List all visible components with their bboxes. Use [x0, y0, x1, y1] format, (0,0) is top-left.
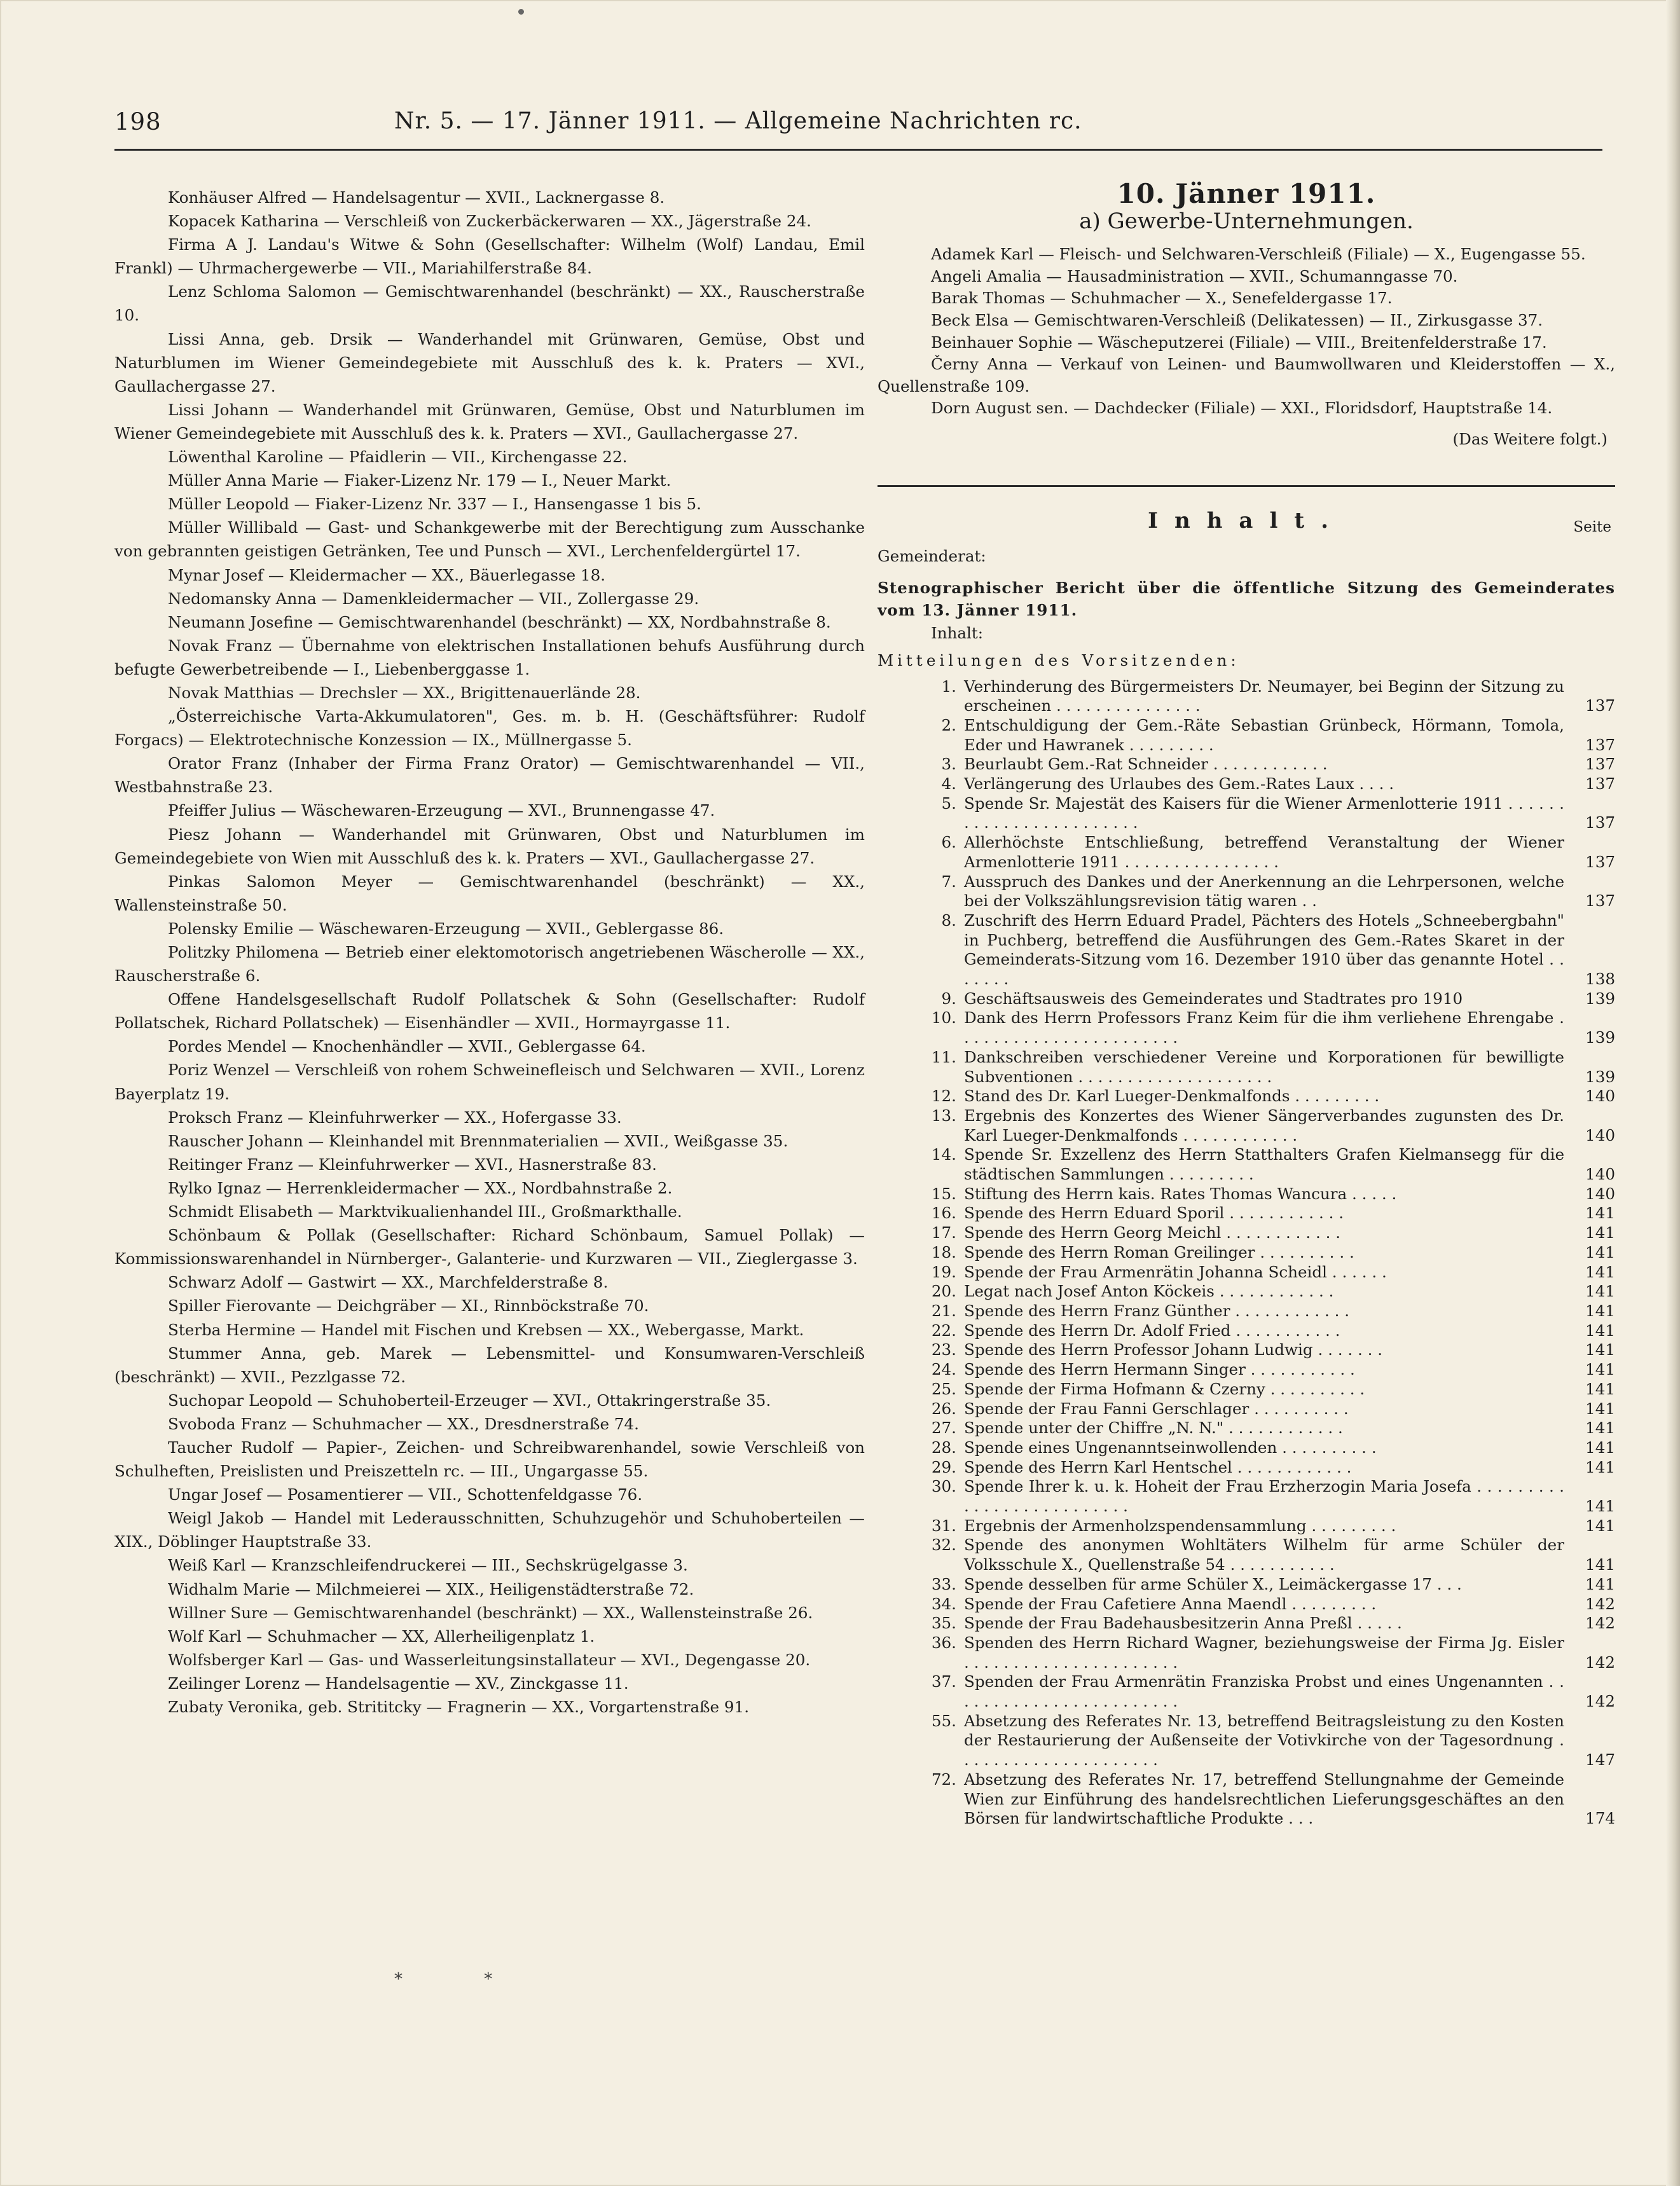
toc-text: Verhinderung des Bürgermeisters Dr. Neumayer, bei Beginn der Sitzung zu erscheinen . . . . . . . . . . . . . . . — [964, 677, 1564, 715]
toc-page: 140 — [1585, 1184, 1615, 1203]
toc-number: 19. — [931, 1262, 956, 1281]
toc-text: Spende der Frau Cafetiere Anna Maendl . . . . . . . . . — [964, 1594, 1377, 1613]
list-item: Offene Handelsgesellschaft Rudolf Pollatschek & Sohn (Gesellschafter: Rudolf Pollatschek, Richard Pollatschek) — Eisenhändler — XVII., Hormayrgasse 11. — [114, 990, 865, 1033]
toc-page: 142 — [1585, 1614, 1615, 1633]
right-column — [878, 172, 1615, 2079]
toc-number: 32. — [931, 1536, 956, 1555]
toc-text: Spende des Herrn Franz Günther . . . . . . . . . . . . — [964, 1302, 1350, 1320]
page-edge — [1666, 0, 1680, 2186]
table-of-contents — [878, 677, 1615, 1829]
list-item: Suchopar Leopold — Schuhoberteil-Erzeuger — XVI., Ottakringerstraße 35. — [168, 1391, 771, 1410]
toc-text: Spende des Herrn Georg Meichl . . . . . . . . . . . . — [964, 1223, 1341, 1242]
date-heading: 10. Jänner 1911. — [1117, 178, 1376, 209]
toc-page: 137 — [1585, 891, 1615, 911]
toc-text: Spende des Herrn Hermann Singer . . . . . . . . . . . — [964, 1360, 1355, 1379]
toc-page: 141 — [1585, 1302, 1615, 1320]
toc-number: 72. — [931, 1770, 956, 1789]
toc-number: 23. — [931, 1340, 956, 1359]
toc-number: 10. — [931, 1008, 956, 1028]
toc-number: 22. — [931, 1321, 956, 1340]
toc-number: 26. — [931, 1399, 956, 1418]
toc-text: Ergebnis der Armenholzspendensammlung . . . . . . . . . — [964, 1516, 1396, 1535]
toc-number: 36. — [931, 1633, 956, 1652]
list-item: Mynar Josef — Kleidermacher — XX., Bäuerlegasse 18. — [168, 565, 606, 584]
list-item: Wolfsberger Karl — Gas- und Wasserleitungsinstallateur — XVI., Degengasse 20. — [168, 1650, 811, 1669]
list-item: Lissi Johann — Wanderhandel mit Grünwaren, Gemüse, Obst und Naturblumen im Wiener Gemeindegebiete mit Ausschluß des k. k. Praters — XVI., Gaullachergasse 27. — [114, 400, 865, 443]
toc-page: 141 — [1585, 1457, 1615, 1476]
toc-page: 141 — [1585, 1360, 1615, 1379]
list-item: Zeilinger Lorenz — Handelsagentie — XV., Zinckgasse 11. — [168, 1674, 629, 1693]
inhalt-label: Inhalt: — [931, 624, 984, 643]
toc-row — [878, 1380, 1615, 1399]
toc-page: 141 — [1585, 1204, 1615, 1223]
toc-text: Zuschrift des Herrn Eduard Pradel, Pächters des Hotels „Schneebergbahn" in Puchberg, betreffend die Ausführungen des Gem.-Rates Skaret in der Gemeinderats-Sitzung vom 16. Dezember 1910 über das genannte Hotel . . . . . . . — [964, 911, 1564, 989]
toc-number: 8. — [941, 911, 956, 930]
toc-text: Beurlaubt Gem.-Rat Schneider . . . . . . . . . . . . — [964, 755, 1328, 774]
list-item: Orator Franz (Inhaber der Firma Franz Orator) — Gemischtwarenhandel — VII., Westbahnstraße 23. — [114, 754, 865, 797]
list-item: Stummer Anna, geb. Marek — Lebensmittel- und Konsumwaren-Verschleiß (beschränkt) — XVII., Pezzlgasse 72. — [114, 1344, 865, 1386]
list-item: Weiß Karl — Kranzschleifendruckerei — III., Sechskrügelgasse 3. — [168, 1556, 688, 1575]
toc-row — [878, 1516, 1615, 1536]
toc-text: Spende der Frau Fanni Gerschlager . . . . . . . . . . — [964, 1399, 1349, 1418]
list-item: Beck Elsa — Gemischtwaren-Verschleiß (Delikatessen) — II., Zirkusgasse 37. — [931, 310, 1543, 329]
list-item: Rauscher Johann — Kleinhandel mit Brennmaterialien — XVII., Weißgasse 35. — [168, 1131, 788, 1150]
toc-number: 7. — [941, 872, 956, 891]
toc-text: Spende desselben für arme Schüler X., Leimäckergasse 17 . . . — [964, 1574, 1462, 1593]
contents-title: Inhalt. — [1148, 507, 1345, 533]
list-item: Svoboda Franz — Schuhmacher — XX., Dresdnerstraße 74. — [168, 1414, 639, 1433]
toc-page: 140 — [1585, 1087, 1615, 1106]
toc-text: Dank des Herrn Professors Franz Keim für die ihm verliehene Ehrengabe . . . . . . . . . . . . . . . . . . . . . . . — [964, 1008, 1564, 1047]
toc-text: Spende der Firma Hofmann & Czerny . . . . . . . . . . — [964, 1379, 1365, 1398]
toc-number: 31. — [931, 1516, 956, 1535]
list-item: Pfeiffer Julius — Wäschewaren-Erzeugung — XVI., Brunnengasse 47. — [168, 801, 715, 820]
toc-number: 21. — [931, 1302, 956, 1320]
list-item: Schwarz Adolf — Gastwirt — XX., Marchfelderstraße 8. — [168, 1273, 609, 1292]
toc-row — [878, 774, 1615, 794]
list-item: Firma A J. Landau's Witwe & Sohn (Gesellschafter: Wilhelm (Wolf) Landau, Emil Frankl) — Uhrmachergewerbe — VII., Mariahilferstraße 84. — [114, 235, 865, 278]
toc-page: 141 — [1585, 1399, 1615, 1418]
list-item: Konhäuser Alfred — Handelsagentur — XVII., Lacknergasse 8. — [168, 188, 665, 207]
toc-row — [878, 1458, 1615, 1478]
list-item: Černy Anna — Verkauf von Leinen- und Baumwollwaren und Kleiderstoffen — X., Quellenstraße 109. — [878, 355, 1615, 395]
toc-text: Ergebnis des Konzertes des Wiener Sängerverbandes zugunsten des Dr. Karl Lueger-Denkmalfonds . . . . . . . . . . . . — [964, 1106, 1564, 1145]
business-list — [878, 244, 1615, 420]
list-item: Polensky Emilie — Wäschewaren-Erzeugung — XVII., Geblergasse 86. — [168, 919, 724, 938]
toc-page: 141 — [1585, 1574, 1615, 1593]
list-item: Kopacek Katharina — Verschleiß von Zuckerbäckerwaren — XX., Jägerstraße 24. — [168, 212, 811, 231]
toc-row — [878, 833, 1615, 872]
toc-number: 1. — [941, 677, 956, 696]
toc-page: 139 — [1585, 1067, 1615, 1086]
toc-page: 141 — [1585, 1497, 1615, 1516]
toc-page: 137 — [1585, 755, 1615, 774]
page-header — [114, 95, 1602, 159]
list-item: „Österreichische Varta-Akkumulatoren", Ges. m. b. H. (Geschäftsführer: Rudolf Forgacs) — Elektrotechnische Konzession — IX., Müllnergasse 5. — [114, 707, 865, 750]
toc-number: 18. — [931, 1242, 956, 1261]
list-item: Widhalm Marie — Milchmeierei — XIX., Heiligenstädterstraße 72. — [168, 1579, 694, 1598]
toc-page: 137 — [1585, 774, 1615, 794]
toc-text: Verlängerung des Urlaubes des Gem.-Rates Laux . . . . — [964, 774, 1394, 794]
toc-row — [878, 1438, 1615, 1458]
toc-number: 20. — [931, 1282, 956, 1301]
list-item: Novak Franz — Übernahme von elektrischen Installationen behufs Ausführung durch befugte Gewerbetreibende — I., Liebenberggasse 1. — [114, 636, 865, 678]
toc-row — [878, 1633, 1615, 1672]
toc-page: 141 — [1585, 1321, 1615, 1340]
toc-number: 4. — [941, 774, 956, 794]
list-item: Dorn August sen. — Dachdecker (Filiale) — XXI., Floridsdorf, Hauptstraße 14. — [931, 399, 1553, 418]
toc-number: 33. — [931, 1574, 956, 1593]
toc-page: 141 — [1585, 1340, 1615, 1359]
contents-header — [878, 507, 1615, 548]
toc-number: 12. — [931, 1087, 956, 1106]
toc-page: 139 — [1585, 989, 1615, 1008]
page-column-label: Seite — [1573, 518, 1611, 535]
toc-page: 139 — [1585, 1028, 1615, 1047]
toc-page: 141 — [1585, 1438, 1615, 1457]
list-item: Neumann Josefine — Gemischtwarenhandel (beschränkt) — XX, Nordbahnstraße 8. — [168, 612, 831, 631]
list-item: Adamek Karl — Fleisch- und Selchwaren-Verschleiß (Filiale) — X., Eugengasse 55. — [931, 245, 1586, 264]
toc-text: Spende des anonymen Wohltäters Wilhelm für arme Schüler der Volksschule X., Quellenstraße 54 . . . . . . . . . . . — [964, 1536, 1564, 1574]
list-item: Piesz Johann — Wanderhandel mit Grünwaren, Obst und Naturblumen im Gemeindegebiete von Wien mit Ausschluß des k. k. Praters — XVI., Gaullachergasse 27. — [114, 825, 865, 867]
list-item: Rylko Ignaz — Herrenkleidermacher — XX., Nordbahnstraße 2. — [168, 1178, 673, 1197]
report-title: Stenographischer Bericht über die öffentliche Sitzung des Gemeinderates vom 13. Jänner 1911. — [878, 579, 1615, 619]
toc-row — [878, 1321, 1615, 1341]
toc-number: 27. — [931, 1419, 956, 1438]
council-label: Gemeinderat: — [878, 546, 986, 565]
list-item: Barak Thomas — Schuhmacher — X., Senefeldergasse 17. — [931, 289, 1393, 308]
toc-row — [878, 1419, 1615, 1438]
toc-page: 138 — [1585, 970, 1615, 989]
toc-row — [878, 1106, 1615, 1145]
section-subheading: a) Gewerbe-Unternehmungen. — [1079, 208, 1414, 234]
list-item: Politzky Philomena — Betrieb einer elektomotorisch angetriebenen Wäscherolle — XX., Rauscherstraße 6. — [114, 943, 865, 986]
toc-page: 141 — [1585, 1242, 1615, 1261]
toc-text: Geschäftsausweis des Gemeinderates und Stadtrates pro 1910 — [964, 989, 1463, 1008]
toc-text: Spende des Herrn Roman Greilinger . . . . . . . . . . — [964, 1242, 1354, 1261]
toc-text: Stiftung des Herrn kais. Rates Thomas Wancura . . . . . — [964, 1184, 1397, 1203]
list-item: Pinkas Salomon Meyer — Gemischtwarenhandel (beschränkt) — XX., Wallensteinstraße 50. — [114, 872, 865, 914]
list-item: Sterba Hermine — Handel mit Fischen und Krebsen — XX., Webergasse, Markt. — [168, 1320, 804, 1339]
toc-row — [878, 1360, 1615, 1380]
header-rule — [114, 149, 1602, 151]
toc-row — [878, 1282, 1615, 1302]
toc-text: Spende Sr. Majestät des Kaisers für die Wiener Armenlotterie 1911 . . . . . . . . . . . . . . . . . . . . . . . . — [964, 794, 1564, 832]
toc-number: 24. — [931, 1360, 956, 1379]
list-item: Müller Anna Marie — Fiaker-Lizenz Nr. 179 — I., Neuer Markt. — [168, 471, 671, 490]
toc-page: 141 — [1585, 1282, 1615, 1301]
list-item: Wolf Karl — Schuhmacher — XX, Allerheiligenplatz 1. — [168, 1626, 595, 1646]
list-item: Novak Matthias — Drechsler — XX., Brigittenauerlände 28. — [168, 683, 641, 702]
toc-row — [878, 1712, 1615, 1770]
toc-number: 11. — [931, 1047, 956, 1066]
toc-row — [878, 755, 1615, 774]
toc-row — [878, 989, 1615, 1009]
toc-row — [878, 1770, 1615, 1829]
list-item: Lissi Anna, geb. Drsik — Wanderhandel mit Grünwaren, Gemüse, Obst und Naturblumen im Wiener Gemeindegebiete mit Ausschluß des k. k. Praters — XVI., Gaullachergasse 27. — [114, 329, 865, 395]
toc-text: Dankschreiben verschiedener Vereine und Korporationen für bewilligte Subventionen . . . . . . . . . . . . . . . . . . . . — [964, 1047, 1564, 1086]
toc-row — [878, 1477, 1615, 1516]
section-label: Mitteilungen des Vorsitzenden: — [878, 650, 1240, 670]
toc-row — [878, 1575, 1615, 1595]
toc-number: 3. — [941, 755, 956, 774]
toc-number: 25. — [931, 1379, 956, 1398]
toc-page: 140 — [1585, 1165, 1615, 1184]
list-item: Beinhauer Sophie — Wäscheputzerei (Filiale) — VIII., Breitenfelderstraße 17. — [931, 333, 1547, 352]
toc-number: 29. — [931, 1457, 956, 1476]
toc-row — [878, 1204, 1615, 1223]
toc-page: 174 — [1585, 1809, 1615, 1828]
toc-text: Spende unter der Chiffre „N. N." . . . . . . . . . . . . — [964, 1419, 1343, 1438]
toc-text: Absetzung des Referates Nr. 17, betreffend Stellungnahme der Gemeinde Wien zur Einführung des handelsrechtlichen Lieferungsgeschäftes an den Börsen für landwirtschaftliche Produkte . . . — [964, 1770, 1564, 1828]
page-number: 198 — [114, 108, 162, 135]
toc-page: 137 — [1585, 813, 1615, 832]
toc-row — [878, 1145, 1615, 1184]
toc-page: 141 — [1585, 1419, 1615, 1438]
list-item: Nedomansky Anna — Damenkleidermacher — VII., Zollergasse 29. — [168, 589, 699, 608]
toc-number: 2. — [941, 715, 956, 734]
toc-page: 140 — [1585, 1125, 1615, 1145]
toc-page: 147 — [1585, 1750, 1615, 1770]
toc-row — [878, 1087, 1615, 1106]
toc-row — [878, 677, 1615, 716]
toc-row — [878, 1302, 1615, 1321]
toc-row — [878, 1614, 1615, 1633]
toc-page: 142 — [1585, 1594, 1615, 1613]
toc-row — [878, 1340, 1615, 1360]
list-item: Reitinger Franz — Kleinfuhrwerker — XVI., Hasnerstraße 83. — [168, 1155, 657, 1174]
list-item: Pordes Mendel — Knochenhändler — XVII., Geblergasse 64. — [168, 1037, 646, 1056]
toc-page: 141 — [1585, 1223, 1615, 1242]
toc-text: Spende Ihrer k. u. k. Hoheit der Frau Erzherzogin Maria Josefa . . . . . . . . . . . . . . . . . . . . . . . . . . — [964, 1477, 1564, 1516]
toc-number: 9. — [941, 989, 956, 1008]
toc-number: 30. — [931, 1477, 956, 1496]
toc-page: 141 — [1585, 1379, 1615, 1398]
list-item: Müller Leopold — Fiaker-Lizenz Nr. 337 — I., Hansengasse 1 bis 5. — [168, 495, 701, 514]
toc-number: 55. — [931, 1711, 956, 1730]
toc-text: Spende eines Ungenanntseinwollenden . . . . . . . . . . — [964, 1438, 1377, 1457]
list-item: Schönbaum & Pollak (Gesellschafter: Richard Schönbaum, Samuel Pollak) — Kommissionswarenhandel in Nürnberger-, Galanterie- und Kurzwaren — VII., Zieglergasse 3. — [114, 1226, 865, 1268]
toc-text: Entschuldigung der Gem.-Räte Sebastian Grünbeck, Hörmann, Tomola, Eder und Hawranek . . . . . . . . . — [964, 715, 1564, 754]
toc-page: 141 — [1585, 1516, 1615, 1535]
toc-number: 34. — [931, 1594, 956, 1613]
toc-text: Spende des Herrn Dr. Adolf Fried . . . . . . . . . . . — [964, 1321, 1340, 1340]
toc-page: 142 — [1585, 1653, 1615, 1672]
toc-row — [878, 716, 1615, 755]
list-item: Proksch Franz — Kleinfuhrwerker — XX., Hofergasse 33. — [168, 1108, 622, 1127]
toc-text: Spende des Herrn Karl Hentschel . . . . . . . . . . . . — [964, 1457, 1352, 1476]
toc-text: Ausspruch des Dankes und der Anerkennung an die Lehrpersonen, welche bei der Volkszählungsrevision tätig waren . . — [964, 872, 1564, 911]
toc-row — [878, 794, 1615, 833]
toc-row — [878, 872, 1615, 911]
section-rule — [878, 485, 1615, 487]
continued-note: (Das Weitere folgt.) — [1452, 429, 1608, 448]
toc-page: 141 — [1585, 1555, 1615, 1574]
toc-page: 142 — [1585, 1692, 1615, 1711]
toc-text: Spende Sr. Exzellenz des Herrn Statthalters Grafen Kielmansegg für die städtischen Sammlungen . . . . . . . . . — [964, 1145, 1564, 1184]
list-item: Angeli Amalia — Hausadministration — XVII., Schumanngasse 70. — [931, 266, 1458, 285]
toc-number: 35. — [931, 1614, 956, 1633]
toc-text: Spende des Herrn Eduard Sporil . . . . . . . . . . . . — [964, 1204, 1344, 1223]
toc-number: 5. — [941, 794, 956, 813]
list-item: Müller Willibald — Gast- und Schankgewerbe mit der Berechtigung zum Ausschanke von gebrannten geistigen Getränken, Tee und Punsch — XVI., Lerchenfeldergürtel 17. — [114, 518, 865, 561]
list-item: Taucher Rudolf — Papier-, Zeichen- und Schreibwarenhandel, sowie Verschleiß von Schulheften, Preislisten und Preiszetteln rc. — III., Ungargasse 55. — [114, 1438, 865, 1481]
toc-page: 137 — [1585, 696, 1615, 715]
toc-number: 37. — [931, 1672, 956, 1691]
toc-page: 141 — [1585, 1262, 1615, 1281]
toc-number: 16. — [931, 1204, 956, 1223]
toc-text: Spende der Frau Badehausbesitzerin Anna Preßl . . . . . — [964, 1614, 1402, 1633]
toc-text: Legat nach Josef Anton Köckeis . . . . . . . . . . . . — [964, 1282, 1334, 1301]
toc-text: Absetzung des Referates Nr. 13, betreffend Beitragsleistung zu den Kosten der Restaurierung der Außenseite der Votivkirche von der Tagesordnung . . . . . . . . . . . . . . . . . . . . . — [964, 1711, 1564, 1770]
toc-page: 137 — [1585, 735, 1615, 754]
list-item: Willner Sure — Gemischtwarenhandel (beschränkt) — XX., Wallensteinstraße 26. — [168, 1603, 813, 1622]
toc-number: 6. — [941, 833, 956, 852]
list-item: Spiller Fierovante — Deichgräber — XI., Rinnböckstraße 70. — [168, 1296, 649, 1316]
list-item: Zubaty Veronika, geb. Strititcky — Fragnerin — XX., Vorgartenstraße 91. — [168, 1698, 750, 1716]
toc-number: 14. — [931, 1145, 956, 1164]
toc-row — [878, 1008, 1615, 1047]
toc-text: Spende der Frau Armenrätin Johanna Scheidl . . . . . . — [964, 1262, 1387, 1281]
toc-row — [878, 1243, 1615, 1263]
toc-text: Spenden der Frau Armenrätin Franziska Probst und eines Ungenannten . . . . . . . . . . . . . . . . . . . . . . . . — [964, 1672, 1564, 1711]
list-item: Schmidt Elisabeth — Marktvikualienhandel III., Großmarkthalle. — [168, 1202, 682, 1221]
ornament: * * — [394, 1970, 531, 1989]
list-item: Löwenthal Karoline — Pfaidlerin — VII., Kirchengasse 22. — [168, 448, 628, 467]
toc-text: Spende des Herrn Professor Johann Ludwig . . . . . . . — [964, 1340, 1383, 1359]
toc-row — [878, 1185, 1615, 1204]
toc-text: Stand des Dr. Karl Lueger-Denkmalfonds . . . . . . . . . — [964, 1087, 1380, 1106]
toc-row — [878, 1263, 1615, 1282]
toc-row — [878, 1048, 1615, 1087]
list-item: Weigl Jakob — Handel mit Lederausschnitten, Schuhzugehör und Schuhoberteilen — XIX., Döblinger Hauptstraße 33. — [114, 1509, 865, 1551]
toc-page: 137 — [1585, 852, 1615, 871]
toc-number: 17. — [931, 1223, 956, 1242]
toc-row — [878, 1672, 1615, 1711]
running-title: Nr. 5. — 17. Jänner 1911. — Allgemeine Nachrichten rc. — [394, 108, 1082, 134]
toc-number: 15. — [931, 1184, 956, 1203]
toc-row — [878, 1595, 1615, 1614]
toc-row — [878, 911, 1615, 989]
toc-text: Spenden des Herrn Richard Wagner, beziehungsweise der Firma Jg. Eisler . . . . . . . . . . . . . . . . . . . . . . — [964, 1633, 1564, 1672]
left-column — [114, 186, 865, 2004]
toc-row — [878, 1223, 1615, 1243]
toc-row — [878, 1399, 1615, 1419]
toc-number: 28. — [931, 1438, 956, 1457]
punch-hole — [518, 9, 524, 15]
toc-text: Allerhöchste Entschließung, betreffend Veranstaltung der Wiener Armenlotterie 1911 . . . . . . . . . . . . . . . . — [964, 833, 1564, 871]
toc-row — [878, 1536, 1615, 1574]
list-item: Poriz Wenzel — Verschleiß von rohem Schweinefleisch und Selchwaren — XVII., Lorenz Bayerplatz 19. — [114, 1061, 865, 1103]
toc-number: 13. — [931, 1106, 956, 1125]
list-item: Ungar Josef — Posamentierer — VII., Schottenfeldgasse 76. — [168, 1485, 643, 1504]
list-item: Lenz Schloma Salomon — Gemischtwarenhandel (beschränkt) — XX., Rauscherstraße 10. — [114, 282, 865, 325]
